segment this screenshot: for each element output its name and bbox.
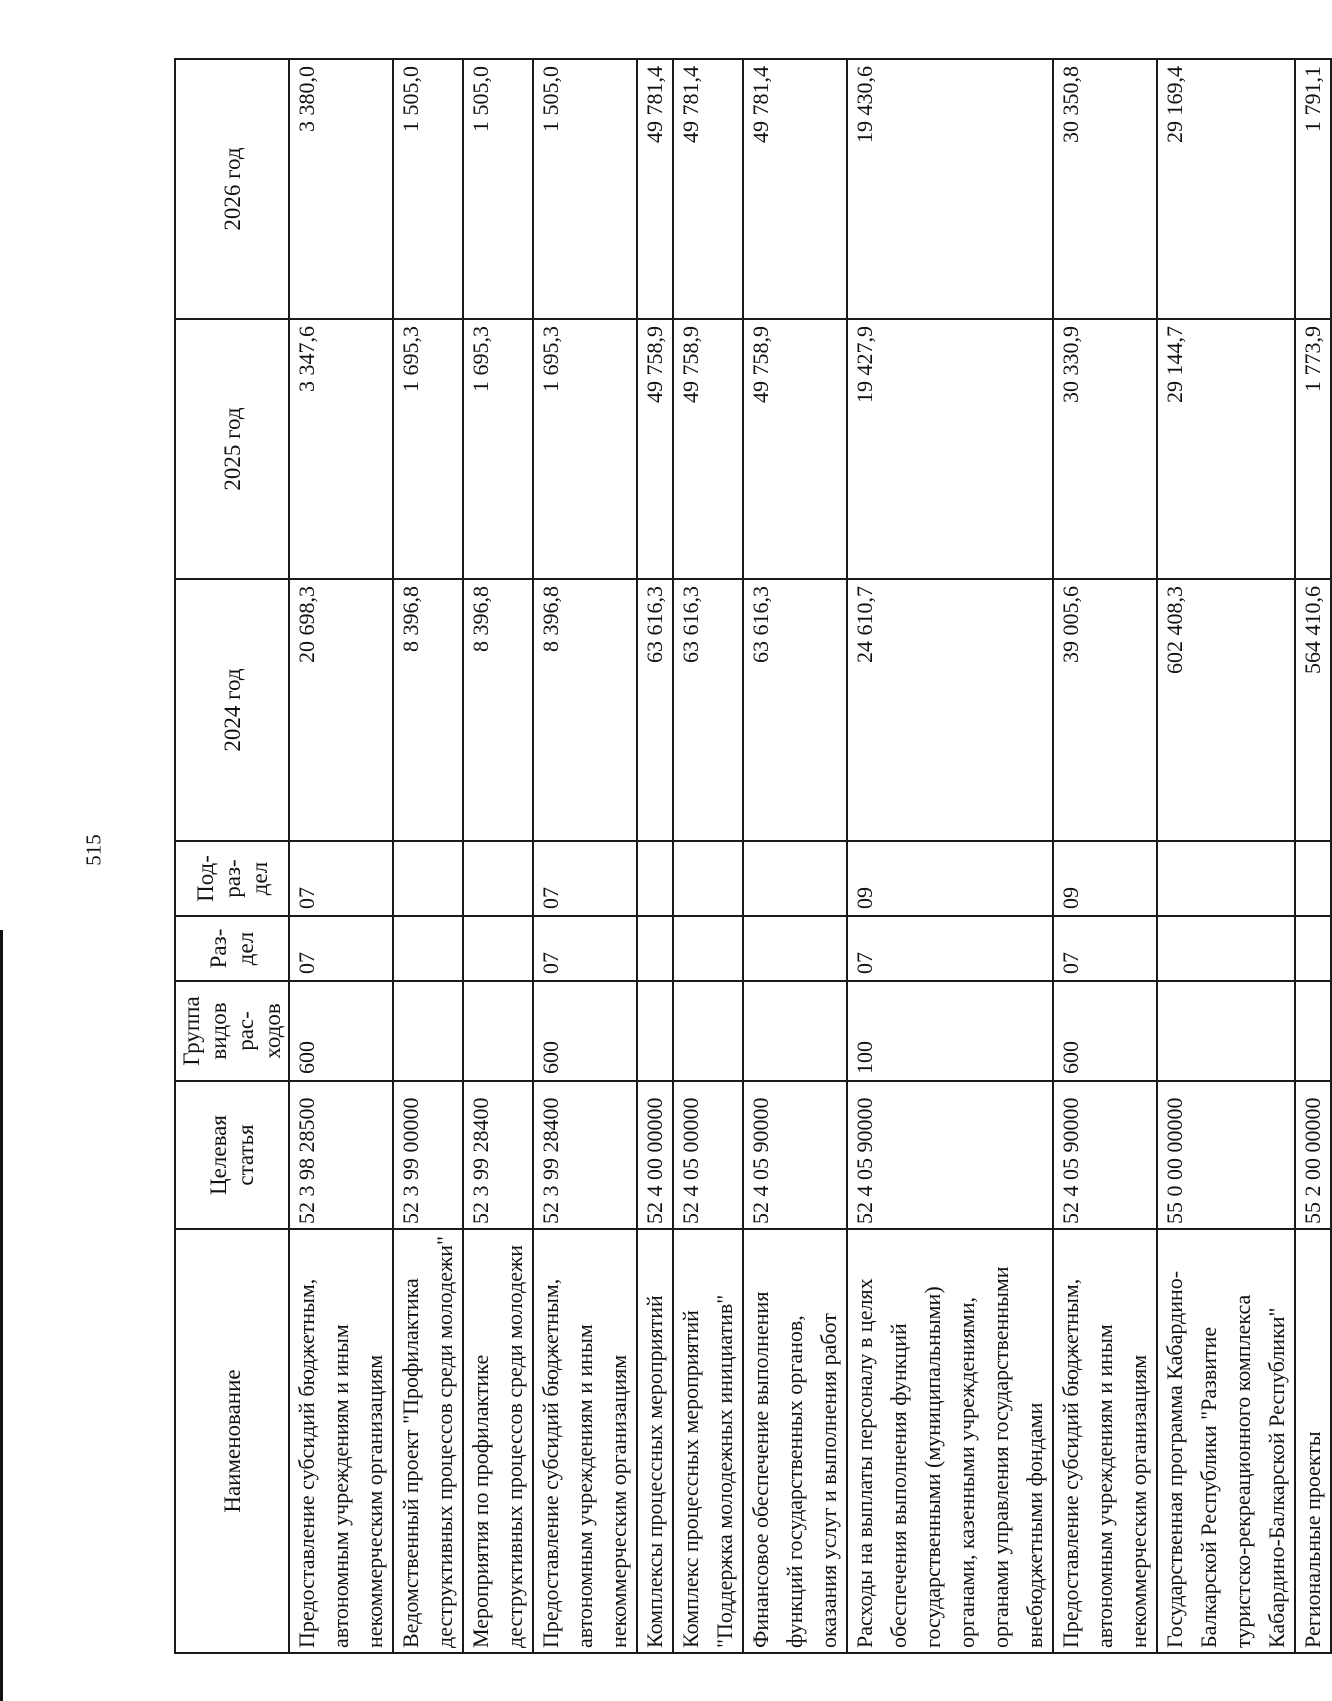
row-2024: 564 410,6 <box>1295 579 1331 841</box>
row-2024: 8 396,8 <box>463 579 533 841</box>
row-section: 07 <box>289 916 393 981</box>
row-name: Предоставление субсидий бюджетным, автономным учреждениям и иным некоммерческим организациям <box>289 1229 393 1653</box>
row-name: Предоставление субсидий бюджетным, автономным учреждениям и иным некоммерческим организациям <box>533 1229 637 1653</box>
column-header-target: Целевая статья <box>175 1081 289 1229</box>
row-2024: 8 396,8 <box>393 579 463 841</box>
row-2026: 1 505,0 <box>393 59 463 319</box>
row-group: 100 <box>847 981 1053 1081</box>
row-subsection: 09 <box>847 841 1053 916</box>
row-group <box>393 981 463 1081</box>
row-2026: 1 791,1 <box>1295 59 1331 319</box>
row-subsection <box>1157 841 1295 916</box>
row-2026: 30 350,8 <box>1053 59 1157 319</box>
row-2025: 29 144,7 <box>1157 319 1295 579</box>
budget-table-sheet <box>174 60 1325 1654</box>
table-header-row <box>175 59 289 1653</box>
row-2025: 49 758,9 <box>743 319 847 579</box>
table-row <box>1157 59 1295 1653</box>
row-target: 52 3 99 28400 <box>533 1081 637 1229</box>
row-2025: 19 427,9 <box>847 319 1053 579</box>
table-row <box>393 59 463 1653</box>
row-subsection <box>673 841 743 916</box>
row-target: 52 3 99 28400 <box>463 1081 533 1229</box>
row-name: Ведомственный проект "Профилактика деструктивных процессов среди молодежи" <box>393 1229 463 1653</box>
row-name: Государственная программа Кабардино-Балкарской Республики "Развитие туристско-рекреационного комплекса Кабардино-Балкарской Республики" <box>1157 1229 1295 1653</box>
row-name: Комплекс процессных мероприятий "Поддержка молодежных инициатив" <box>673 1229 743 1653</box>
row-subsection: 07 <box>533 841 637 916</box>
column-header-group: Группа видов рас-ходов <box>175 981 289 1081</box>
row-2024: 39 005,6 <box>1053 579 1157 841</box>
row-subsection <box>393 841 463 916</box>
row-2025: 1 695,3 <box>533 319 637 579</box>
column-header-2026: 2026 год <box>175 59 289 319</box>
table-row <box>533 59 637 1653</box>
row-group <box>1157 981 1295 1081</box>
column-header-name: Наименование <box>175 1229 289 1653</box>
row-2024: 24 610,7 <box>847 579 1053 841</box>
row-section <box>743 916 847 981</box>
row-subsection <box>637 841 673 916</box>
row-2025: 1 695,3 <box>463 319 533 579</box>
row-group <box>463 981 533 1081</box>
row-name: Региональные проекты <box>1295 1229 1331 1653</box>
row-2026: 19 430,6 <box>847 59 1053 319</box>
row-2024: 8 396,8 <box>533 579 637 841</box>
row-2026: 49 781,4 <box>743 59 847 319</box>
table-row <box>673 59 743 1653</box>
table-row <box>463 59 533 1653</box>
page-edge-line <box>0 930 3 1701</box>
row-target: 55 2 00 00000 <box>1295 1081 1331 1229</box>
row-2026: 29 169,4 <box>1157 59 1295 319</box>
row-subsection <box>743 841 847 916</box>
table-row <box>289 59 393 1653</box>
column-header-2024: 2024 год <box>175 579 289 841</box>
row-name: Финансовое обеспечение выполнения функций государственных органов, оказания услуг и выполнения работ <box>743 1229 847 1653</box>
row-subsection <box>463 841 533 916</box>
row-2026: 1 505,0 <box>533 59 637 319</box>
row-2024: 20 698,3 <box>289 579 393 841</box>
row-2026: 3 380,0 <box>289 59 393 319</box>
row-2026: 49 781,4 <box>673 59 743 319</box>
table-row <box>637 59 673 1653</box>
row-2026: 49 781,4 <box>637 59 673 319</box>
row-section <box>673 916 743 981</box>
row-subsection: 07 <box>289 841 393 916</box>
row-subsection <box>1295 841 1331 916</box>
row-2026: 1 505,0 <box>463 59 533 319</box>
table-row <box>743 59 847 1653</box>
row-target: 52 4 05 90000 <box>847 1081 1053 1229</box>
table-row <box>847 59 1053 1653</box>
row-2024: 63 616,3 <box>673 579 743 841</box>
row-target: 52 4 05 00000 <box>673 1081 743 1229</box>
row-group <box>743 981 847 1081</box>
page-number: 515 <box>81 834 106 866</box>
row-2025: 30 330,9 <box>1053 319 1157 579</box>
row-target: 52 3 99 00000 <box>393 1081 463 1229</box>
row-section <box>463 916 533 981</box>
row-2025: 49 758,9 <box>673 319 743 579</box>
row-section <box>1295 916 1331 981</box>
row-group: 600 <box>1053 981 1157 1081</box>
row-section <box>393 916 463 981</box>
row-section: 07 <box>1053 916 1157 981</box>
row-target: 52 4 05 90000 <box>743 1081 847 1229</box>
row-2024: 63 616,3 <box>637 579 673 841</box>
row-target: 52 3 98 28500 <box>289 1081 393 1229</box>
budget-table <box>174 58 1332 1654</box>
row-group <box>637 981 673 1081</box>
row-group: 600 <box>289 981 393 1081</box>
column-header-section: Раз-дел <box>175 916 289 981</box>
row-subsection: 09 <box>1053 841 1157 916</box>
row-target: 55 0 00 00000 <box>1157 1081 1295 1229</box>
row-section: 07 <box>533 916 637 981</box>
table-row <box>1295 59 1331 1653</box>
row-name: Комплексы процессных мероприятий <box>637 1229 673 1653</box>
row-2025: 3 347,6 <box>289 319 393 579</box>
column-header-subsection: Под-раз-дел <box>175 841 289 916</box>
row-2024: 602 408,3 <box>1157 579 1295 841</box>
row-2025: 1 773,9 <box>1295 319 1331 579</box>
row-group <box>673 981 743 1081</box>
row-group <box>1295 981 1331 1081</box>
row-section: 07 <box>847 916 1053 981</box>
row-target: 52 4 00 00000 <box>637 1081 673 1229</box>
row-name: Мероприятия по профилактике деструктивных процессов среди молодежи <box>463 1229 533 1653</box>
row-name: Предоставление субсидий бюджетным, автономным учреждениям и иным некоммерческим организациям <box>1053 1229 1157 1653</box>
row-2025: 49 758,9 <box>637 319 673 579</box>
row-group: 600 <box>533 981 637 1081</box>
row-name: Расходы на выплаты персоналу в целях обеспечения выполнения функций государственными (муниципальными) органами, казенными учреждениями, органами управления государственными внебюджетными фондами <box>847 1229 1053 1653</box>
row-2024: 63 616,3 <box>743 579 847 841</box>
table-row <box>1053 59 1157 1653</box>
row-2025: 1 695,3 <box>393 319 463 579</box>
row-target: 52 4 05 90000 <box>1053 1081 1157 1229</box>
row-section <box>1157 916 1295 981</box>
column-header-2025: 2025 год <box>175 319 289 579</box>
row-section <box>637 916 673 981</box>
